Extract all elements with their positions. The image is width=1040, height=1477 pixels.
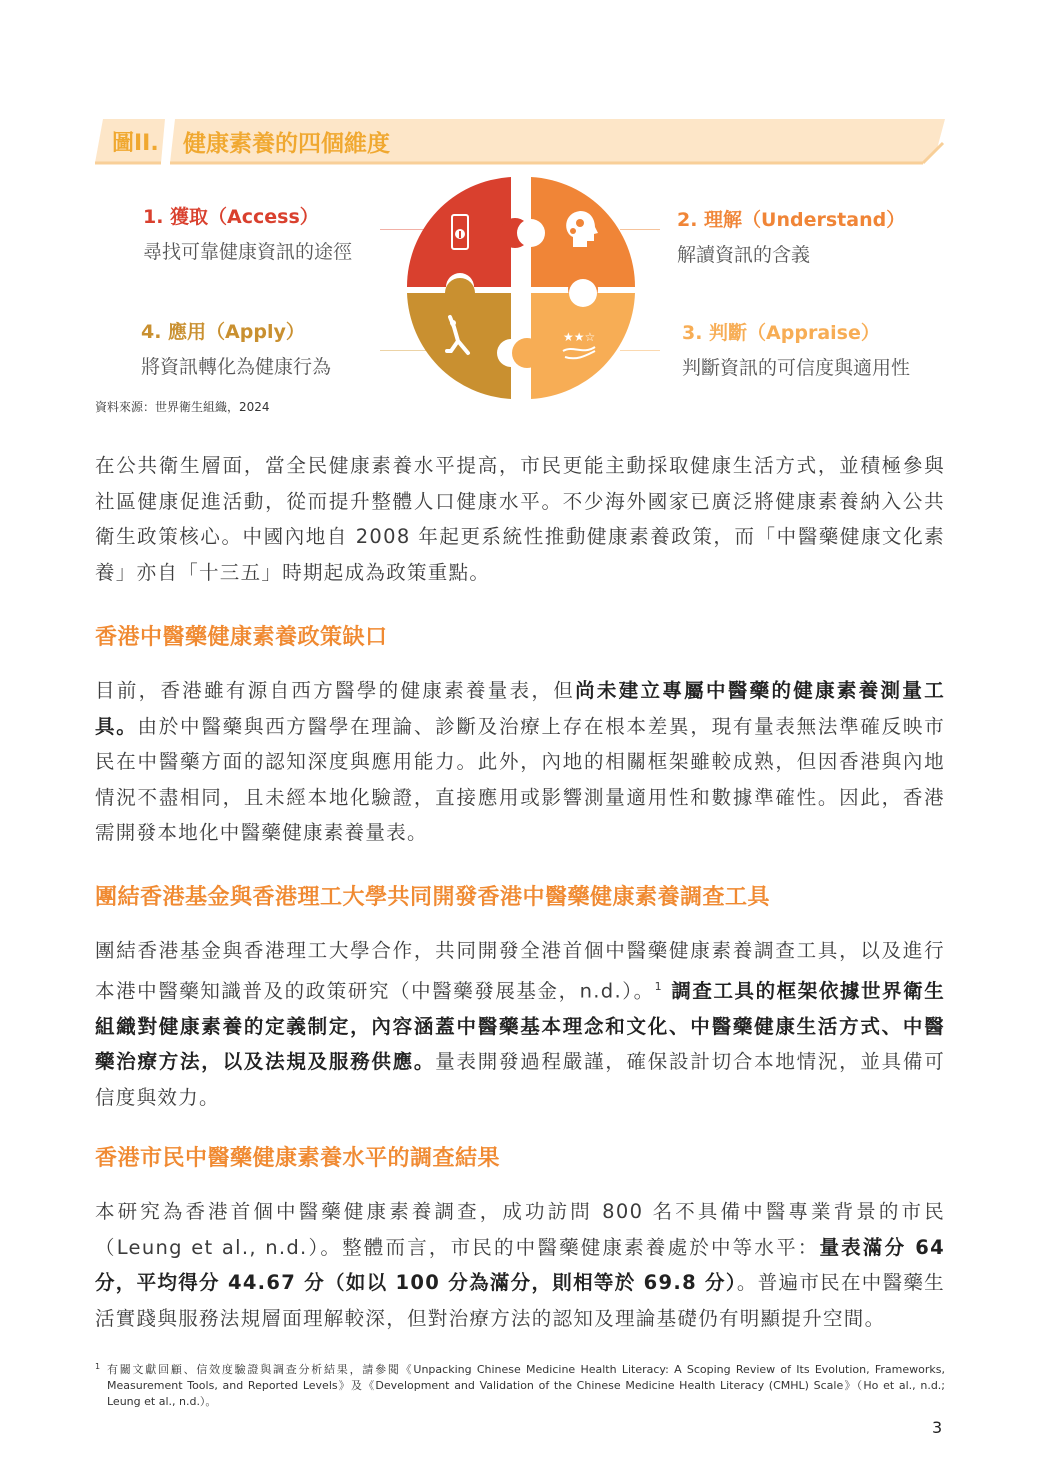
section-paragraph	[95, 673, 945, 851]
dimension-title: 3. 判斷（Appraise）	[682, 322, 880, 344]
dimension-title: 4. 應用（Apply）	[141, 321, 305, 343]
figure-title: 健康素養的四個維度	[183, 131, 390, 157]
dimension-appraise	[682, 318, 910, 380]
dimension-apply	[141, 317, 331, 379]
page-number: 3	[932, 1418, 943, 1437]
footnote-ref[interactable]: 1	[654, 979, 663, 993]
section-paragraph	[95, 933, 945, 1115]
text-segment: 量表開發過程嚴謹，確保設計切合本地情況，並具備可信度與效力。	[95, 1050, 945, 1109]
bold-segment: 調查工具的框架依據世界衛生組織對健康素養的定義制定，內容涵蓋中醫藥基本理念和文化、中醫藥健康生活方式、中醫藥治療方法，以及法規及服務供應。	[95, 979, 945, 1073]
svg-text:★★☆: ★★☆	[563, 330, 596, 344]
text-segment: 由於中醫藥與西方醫學在理論、診斷及治療上存在根本差異，現有量表無法準確反映市民在中醫藥方面的認知深度與應用能力。此外，內地的相關框架雖較成熟，但因香港與內地情況不盡相同，且未經本地化驗證，直接應用或影響測量適用性和數據準確性。因此，香港需開發本地化中醫藥健康素養量表。	[95, 714, 945, 844]
text-segment: 本研究為香港首個中醫藥健康素養調查，成功訪問 800 名不具備中醫專業背景的市民（Leung et al., n.d.）。整體而言，市民的中醫藥健康素養處於中等水平：	[95, 1200, 945, 1259]
bold-segment: 量表滿分 64 分，平均得分 44.67 分（如以 100 分為滿分，則相等於 69.8 分）	[95, 1235, 945, 1294]
text-segment: 目前，香港雖有源自西方醫學的健康素養量表，但	[95, 679, 576, 702]
section-heading: 香港市民中醫藥健康素養水平的調查結果	[95, 1146, 501, 1171]
dimension-title: 2. 理解（Understand）	[677, 209, 906, 231]
figure-source: 資料來源：世界衛生組織，2024	[95, 400, 270, 414]
figure-banner	[95, 117, 945, 163]
text-segment: 。普遍市民在中醫藥生活實踐與服務法規層面理解較深，但對治療方法的認知及理論基礎仍有明顯提升空間。	[95, 1271, 945, 1330]
intro-paragraph: 在公共衛生層面，當全民健康素養水平提高，市民更能主動採取健康生活方式，並積極參與社區健康促進活動，從而提升整體人口健康水平。不少海外國家已廣泛將健康素養納入公共衛生政策核心。中國內地自 2008 年起更系統性推動健康素養政策，而「中醫藥健康文化素養」亦自「十三五」時期起成為政策重點。	[95, 454, 945, 584]
dimension-desc: 解讀資訊的含義	[677, 244, 811, 266]
puzzle-piece-apply	[407, 278, 525, 399]
footnote-mark: 1	[95, 1362, 101, 1371]
section-paragraph	[95, 1194, 945, 1336]
section-heading: 香港中醫藥健康素養政策缺口	[95, 625, 388, 650]
dimension-desc: 尋找可靠健康資訊的途徑	[143, 241, 353, 263]
text-segment: 團結香港基金與香港理工大學合作，共同開發全港首個中醫藥健康素養調查工具，以及進行本港中醫藥知識普及的政策研究（中醫藥發展基金，n.d.）。	[95, 939, 945, 1002]
puzzle-diagram	[405, 175, 637, 405]
figure-number: 圖II.	[112, 131, 159, 156]
dimension-desc: 判斷資訊的可信度與適用性	[682, 357, 911, 379]
footnote	[95, 1362, 945, 1410]
bold-segment: 尚未建立專屬中醫藥的健康素養測量工具。	[95, 679, 945, 738]
dimension-understand	[677, 205, 905, 267]
footnote-text: 有關文獻回顧、信效度驗證與調查分析結果，請參閱《Unpacking Chinese Medicine Health Literacy: A Scoping Review of Its Evolution, Frameworks, Measurement Tools, and Reported Levels》及《Development and Validation of the Chinese Medicine Health Literacy (CMHL) Scale》（Ho et al., n.d.; Leung et al., n.d.）。	[107, 1363, 945, 1408]
dimension-title: 1. 獲取（Access）	[143, 206, 319, 228]
dimension-access	[143, 202, 352, 264]
dimension-desc: 將資訊轉化為健康行為	[141, 356, 332, 378]
section-heading: 團結香港基金與香港理工大學共同開發香港中醫藥健康素養調查工具	[95, 885, 771, 910]
